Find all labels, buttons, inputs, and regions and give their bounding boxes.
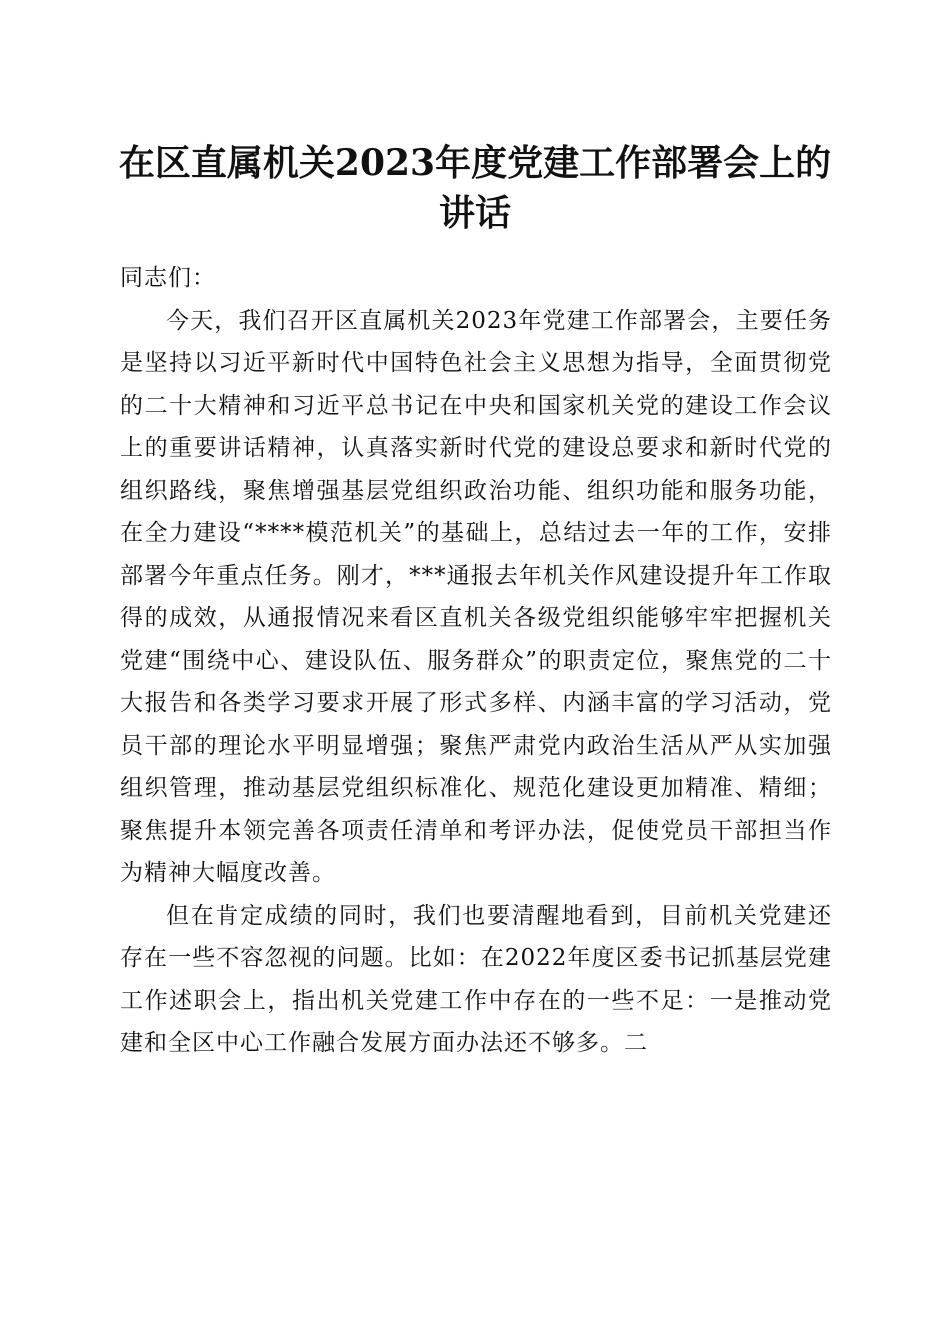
paragraph-2: 但在肯定成绩的同时，我们也要清醒地看到，目前机关党建还存在一些不容忽视的问题。比如：在2022年度区委书记抓基层党建工作述职会上，指出机关党建工作中存在的一些不足：一是推动党建和全区中心工作融合发展方面办法还不够多。二: [120, 902, 832, 1056]
paragraph-1: 今天，我们召开区直属机关2023年党建工作部署会，主要任务是坚持以习近平新时代中国特色社会主义思想为指导，全面贯彻党的二十大精神和习近平总书记在中央和国家机关党的建设工作会议上的重要讲话精神，认真落实新时代党的建设总要求和新时代党的组织路线，聚焦增强基层党组织政治功能、组织功能和服务功能，在全力建设“****模范机关”的基础上，总结过去一年的工作，安排部署今年重点任务。刚才，***通报去年机关作风建设提升年工作取得的成效，从通报情况来看区直机关各级党组织能够牢牢把握机关党建“围绕中心、建设队伍、服务群众”的职责定位，聚焦党的二十大报告和各类学习要求开展了形式多样、内涵丰富的学习活动，党员干部的理论水平明显增强；聚焦严肃党内政治生活从严从实加强组织管理，推动基层党组织标准化、规范化建设更加精准、精细；聚焦提升本领完善各项责任清单和考评办法，促使党员干部担当作为精神大幅度改善。: [120, 307, 832, 886]
title-line-2: 讲话: [438, 192, 511, 234]
document-body: [120, 257, 832, 1065]
title-line-1: 在区直属机关2023年度党建工作部署会上的: [118, 142, 832, 184]
salutation: 同志们：: [120, 265, 216, 291]
document-title: [110, 138, 840, 238]
